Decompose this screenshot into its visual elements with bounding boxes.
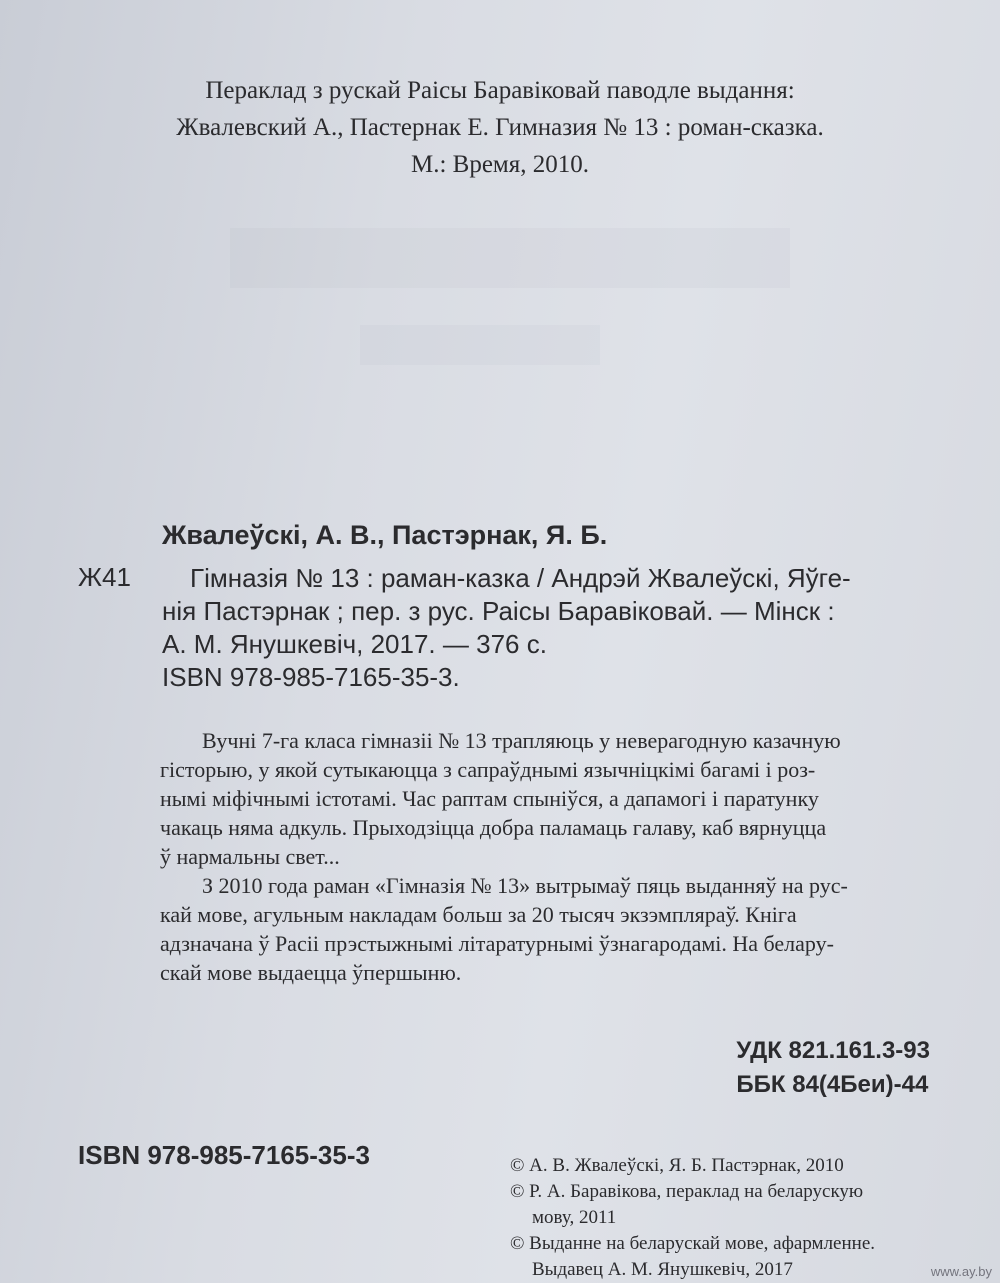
catalog-description bbox=[162, 562, 950, 694]
translation-note-line: М.: Время, 2010. bbox=[410, 151, 589, 178]
annotation-line: скай мове выдаецца ўпершыню. bbox=[160, 960, 462, 985]
annotation-line: адзначана ў Расіі прэстыжнымі літаратурнымі ўзнагародамі. На белару- bbox=[160, 931, 834, 956]
catalog-author: Жвалеўскі, А. В., Пастэрнак, Я. Б. bbox=[162, 520, 608, 550]
site-watermark: www.ay.by bbox=[930, 1264, 992, 1279]
translation-note-line: Жвалевский А., Пастернак Е. Гимназия № 13 : роман-сказка. bbox=[176, 114, 824, 141]
copyright-line: Выдавец А. М. Янушкевіч, 2017 bbox=[532, 1259, 793, 1280]
annotation-line: Вучні 7-га класа гімназіі № 13 трапляюць у неверагодную казачную bbox=[202, 728, 841, 753]
catalog-isbn-line: ISBN 978-985-7165-35-3. bbox=[162, 662, 460, 692]
catalog-description-line: нія Пастэрнак ; пер. з рус. Раісы Баравіковай. — Мінск : bbox=[162, 596, 835, 626]
annotation-line: кай мове, агульным накладам больш за 20 тысяч экзэмпляраў. Кніга bbox=[160, 902, 797, 927]
classification-codes bbox=[736, 1034, 930, 1102]
udk-code: УДК 821.161.3-93 bbox=[736, 1037, 930, 1064]
copyright-block bbox=[510, 1153, 950, 1283]
copyright-line: © Р. А. Баравікова, пераклад на беларускую bbox=[510, 1181, 864, 1202]
annotation-line: чакаць няма адкуль. Прыходзіцца добра паламаць галаву, каб вярнуцца bbox=[160, 815, 827, 840]
show-through-shadow bbox=[230, 228, 790, 288]
annotation-line: З 2010 года раман «Гімназія № 13» вытрымаў пяць выданняў на рус- bbox=[202, 873, 848, 898]
annotation-line: гісторыю, у якой сутыкаюцца з сапраўднымі язычніцкімі багамі і роз- bbox=[160, 757, 816, 782]
copyright-line: мову, 2011 bbox=[532, 1207, 617, 1228]
isbn-number: ISBN 978-985-7165-35-3 bbox=[78, 1140, 370, 1170]
annotation-line: нымі міфічнымі істотамі. Час раптам спыніўся, а дапамогі і паратунку bbox=[160, 786, 819, 811]
translation-note bbox=[0, 72, 1000, 183]
copyright-line: © Выданне на беларускай мове, афармленне. bbox=[510, 1233, 875, 1254]
annotation bbox=[160, 726, 940, 987]
translation-note-line: Пераклад з рускай Раісы Баравіковай паводле выдання: bbox=[205, 77, 795, 104]
copyright-line: © А. В. Жвалеўскі, Я. Б. Пастэрнак, 2010 bbox=[510, 1155, 844, 1176]
annotation-line: ў нармальны свет... bbox=[160, 844, 340, 869]
show-through-shadow bbox=[360, 325, 600, 365]
bbk-code: ББК 84(4Беи)-44 bbox=[736, 1071, 929, 1098]
catalog-description-line: А. М. Янушкевіч, 2017. — 376 с. bbox=[162, 629, 547, 659]
catalog-code: Ж41 bbox=[78, 562, 131, 592]
catalog-description-line: Гімназія № 13 : раман-казка / Андрэй Жвалеўскі, Яўге- bbox=[190, 563, 851, 593]
